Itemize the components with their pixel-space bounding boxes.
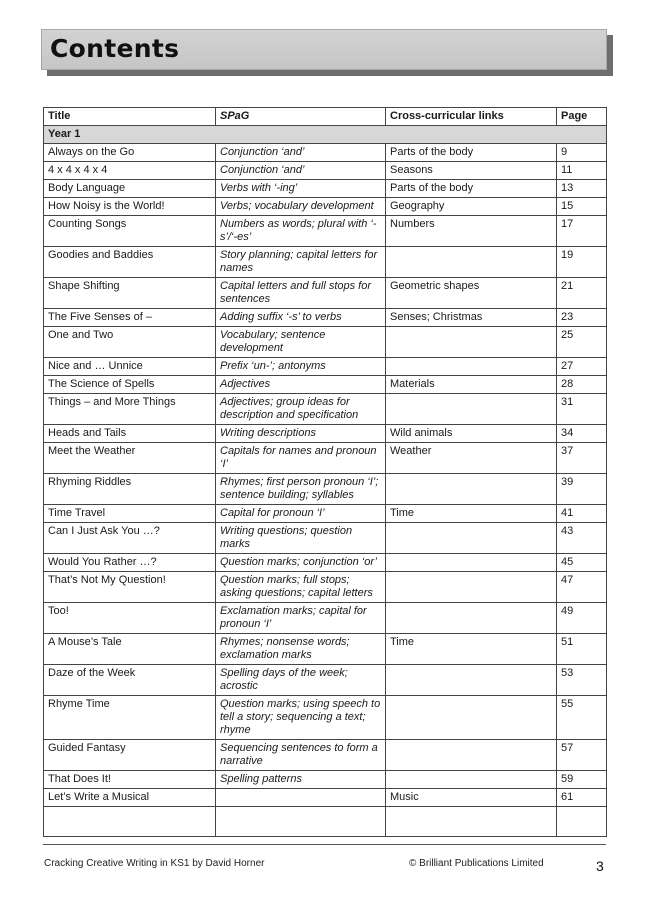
entry-page-number: 25 [557, 327, 607, 358]
entry-page-number: 61 [557, 789, 607, 807]
table-row [44, 572, 607, 603]
entry-spag: Question marks; using speech to tell a story; sequencing a text; rhyme [216, 696, 386, 740]
entry-page-number: 57 [557, 740, 607, 771]
empty-cell [44, 807, 216, 837]
entry-title: 4 x 4 x 4 x 4 [44, 162, 216, 180]
entry-spag: Capital letters and full stops for sentences [216, 278, 386, 309]
entry-page-number: 37 [557, 443, 607, 474]
page-title: Contents [50, 34, 180, 63]
entry-spag: Conjunction ‘and’ [216, 162, 386, 180]
entry-title: That’s Not My Question! [44, 572, 216, 603]
table-row [44, 603, 607, 634]
entry-title: Nice and … Unnice [44, 358, 216, 376]
entry-cross-curricular-link [386, 554, 557, 572]
table-row [44, 358, 607, 376]
entry-title: Body Language [44, 180, 216, 198]
entry-cross-curricular-link [386, 771, 557, 789]
entry-cross-curricular-link: Time [386, 505, 557, 523]
table-row [44, 180, 607, 198]
entry-cross-curricular-link [386, 740, 557, 771]
table-header-row [44, 108, 607, 126]
entry-spag: Writing descriptions [216, 425, 386, 443]
entry-spag: Spelling days of the week; acrostic [216, 665, 386, 696]
entry-title: Too! [44, 603, 216, 634]
entry-page-number: 19 [557, 247, 607, 278]
title-banner [41, 29, 607, 70]
entry-cross-curricular-link [386, 523, 557, 554]
footer-divider [43, 844, 606, 845]
table-row [44, 198, 607, 216]
entry-spag: Writing questions; question marks [216, 523, 386, 554]
entry-page-number: 15 [557, 198, 607, 216]
entry-page-number: 43 [557, 523, 607, 554]
entry-spag: Adjectives; group ideas for description and specification [216, 394, 386, 425]
entry-cross-curricular-link [386, 394, 557, 425]
entry-page-number: 45 [557, 554, 607, 572]
entry-spag: Adjectives [216, 376, 386, 394]
entry-spag: Sequencing sentences to form a narrative [216, 740, 386, 771]
entry-title: One and Two [44, 327, 216, 358]
table-row [44, 665, 607, 696]
entry-title: Things – and More Things [44, 394, 216, 425]
entry-spag: Vocabulary; sentence development [216, 327, 386, 358]
table-row [44, 216, 607, 247]
entry-cross-curricular-link: Parts of the body [386, 180, 557, 198]
table-row [44, 144, 607, 162]
entry-page-number: 27 [557, 358, 607, 376]
entry-cross-curricular-link [386, 474, 557, 505]
entry-spag: Rhymes; nonsense words; exclamation marks [216, 634, 386, 665]
entry-title: That Does It! [44, 771, 216, 789]
footer-copyright: © Brilliant Publications Limited [409, 858, 544, 869]
entry-spag: Exclamation marks; capital for pronoun ‘I’ [216, 603, 386, 634]
table-row [44, 771, 607, 789]
entry-title: How Noisy is the World! [44, 198, 216, 216]
entry-spag: Verbs with ‘-ing’ [216, 180, 386, 198]
entry-title: Always on the Go [44, 144, 216, 162]
entry-page-number: 21 [557, 278, 607, 309]
entry-page-number: 34 [557, 425, 607, 443]
entry-spag: Capitals for names and pronoun ‘I’ [216, 443, 386, 474]
section-label: Year 1 [44, 126, 607, 144]
column-header-links: Cross-curricular links [386, 108, 557, 126]
entry-spag: Prefix ‘un-’; antonyms [216, 358, 386, 376]
table-row [44, 247, 607, 278]
entry-page-number: 49 [557, 603, 607, 634]
entry-spag [216, 789, 386, 807]
entry-title: Let’s Write a Musical [44, 789, 216, 807]
entry-cross-curricular-link [386, 572, 557, 603]
entry-cross-curricular-link: Geography [386, 198, 557, 216]
table-row [44, 523, 607, 554]
entry-cross-curricular-link: Weather [386, 443, 557, 474]
entry-spag: Story planning; capital letters for names [216, 247, 386, 278]
entry-cross-curricular-link: Geometric shapes [386, 278, 557, 309]
entry-title: Rhyming Riddles [44, 474, 216, 505]
entry-page-number: 17 [557, 216, 607, 247]
empty-table-row [44, 807, 607, 837]
entry-cross-curricular-link: Seasons [386, 162, 557, 180]
entry-title: The Science of Spells [44, 376, 216, 394]
contents-table-body [44, 126, 607, 837]
table-row [44, 278, 607, 309]
entry-title: A Mouse’s Tale [44, 634, 216, 665]
entry-spag: Question marks; conjunction ‘or’ [216, 554, 386, 572]
entry-cross-curricular-link [386, 665, 557, 696]
entry-title: Counting Songs [44, 216, 216, 247]
entry-page-number: 59 [557, 771, 607, 789]
entry-page-number: 28 [557, 376, 607, 394]
entry-cross-curricular-link: Parts of the body [386, 144, 557, 162]
entry-title: Guided Fantasy [44, 740, 216, 771]
entry-page-number: 53 [557, 665, 607, 696]
table-row [44, 162, 607, 180]
entry-cross-curricular-link: Music [386, 789, 557, 807]
entry-page-number: 47 [557, 572, 607, 603]
table-row [44, 443, 607, 474]
entry-title: Meet the Weather [44, 443, 216, 474]
contents-table [43, 107, 607, 837]
empty-cell [216, 807, 386, 837]
entry-page-number: 39 [557, 474, 607, 505]
entry-spag: Capital for pronoun ‘I’ [216, 505, 386, 523]
entry-page-number: 51 [557, 634, 607, 665]
entry-cross-curricular-link [386, 358, 557, 376]
entry-spag: Numbers as words; plural with ‘-s’/‘-es’ [216, 216, 386, 247]
table-row [44, 394, 607, 425]
table-row [44, 425, 607, 443]
column-header-page: Page [557, 108, 607, 126]
entry-spag: Adding suffix ‘-s’ to verbs [216, 309, 386, 327]
entry-title: Daze of the Week [44, 665, 216, 696]
page-number: 3 [596, 858, 604, 874]
entry-cross-curricular-link: Materials [386, 376, 557, 394]
entry-cross-curricular-link: Time [386, 634, 557, 665]
empty-cell [386, 807, 557, 837]
entry-spag: Verbs; vocabulary development [216, 198, 386, 216]
table-row [44, 505, 607, 523]
table-row [44, 376, 607, 394]
table-row [44, 789, 607, 807]
entry-page-number: 41 [557, 505, 607, 523]
entry-spag: Question marks; full stops; asking questions; capital letters [216, 572, 386, 603]
footer-book-credit: Cracking Creative Writing in KS1 by David Horner [44, 858, 265, 869]
column-header-title: Title [44, 108, 216, 126]
entry-cross-curricular-link: Senses; Christmas [386, 309, 557, 327]
column-header-spag: SPaG [216, 108, 386, 126]
table-row [44, 696, 607, 740]
entry-page-number: 31 [557, 394, 607, 425]
entry-cross-curricular-link [386, 603, 557, 634]
entry-cross-curricular-link [386, 327, 557, 358]
entry-spag: Spelling patterns [216, 771, 386, 789]
entry-cross-curricular-link: Numbers [386, 216, 557, 247]
table-row [44, 309, 607, 327]
entry-title: Would You Rather …? [44, 554, 216, 572]
empty-cell [557, 807, 607, 837]
table-row [44, 634, 607, 665]
entry-spag: Conjunction ‘and’ [216, 144, 386, 162]
section-row-year-1 [44, 126, 607, 144]
table-row [44, 327, 607, 358]
entry-title: The Five Senses of – [44, 309, 216, 327]
table-row [44, 740, 607, 771]
table-row [44, 474, 607, 505]
table-row [44, 554, 607, 572]
entry-title: Shape Shifting [44, 278, 216, 309]
entry-page-number: 55 [557, 696, 607, 740]
entry-spag: Rhymes; first person pronoun ‘I’; sentence building; syllables [216, 474, 386, 505]
entry-title: Goodies and Baddies [44, 247, 216, 278]
entry-page-number: 13 [557, 180, 607, 198]
entry-cross-curricular-link [386, 696, 557, 740]
entry-title: Time Travel [44, 505, 216, 523]
entry-title: Rhyme Time [44, 696, 216, 740]
entry-page-number: 11 [557, 162, 607, 180]
entry-cross-curricular-link [386, 247, 557, 278]
entry-page-number: 9 [557, 144, 607, 162]
entry-cross-curricular-link: Wild animals [386, 425, 557, 443]
entry-title: Heads and Tails [44, 425, 216, 443]
entry-page-number: 23 [557, 309, 607, 327]
entry-title: Can I Just Ask You …? [44, 523, 216, 554]
